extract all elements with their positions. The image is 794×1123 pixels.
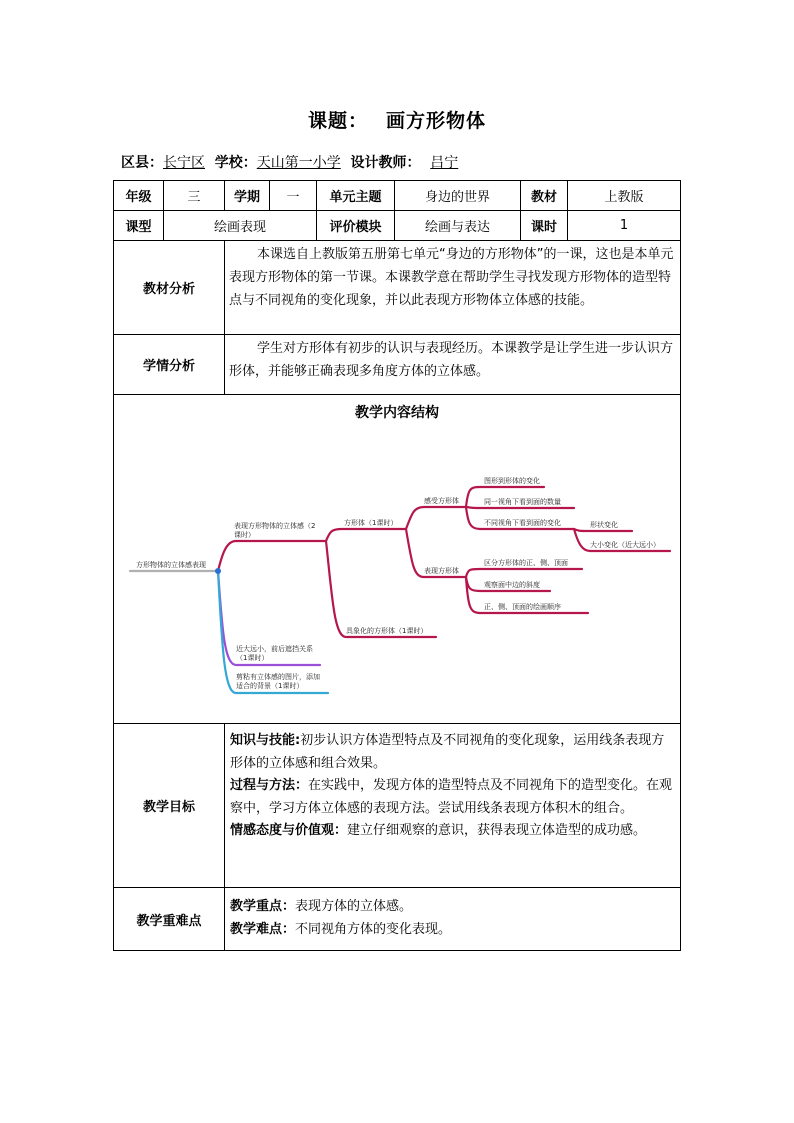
- teacher-label: 设计教师：: [350, 155, 421, 171]
- root-node: 方形物体的立体感表现: [136, 561, 206, 569]
- goals-row: [114, 724, 681, 888]
- textbook-value: 上教版: [568, 181, 681, 211]
- goals-label: 教学目标: [114, 724, 225, 888]
- node-express-1: 区分方形体的正、侧、顶面: [484, 559, 568, 567]
- mind-map: [114, 395, 680, 723]
- node-express-2: 观察面中边的斜度: [484, 581, 540, 589]
- goal-process-key: 过程与方法：: [230, 778, 309, 793]
- district-value: 长宁区: [163, 155, 205, 171]
- structure-cell: [114, 395, 681, 724]
- student-text: 学生对方形体有初步的认识与表现经历。本课教学是让学生进一步认识方形体，并能够正确表现多角度方体的立体感。: [225, 335, 681, 395]
- term-label: 学期: [225, 181, 270, 211]
- node-express-3: 正、侧、顶面的绘画顺序: [484, 603, 561, 611]
- keypoint-difficulty: [230, 919, 676, 942]
- keypoints-row: [114, 888, 681, 951]
- node-collage-1: 剪粘有立体感的图片，添加: [236, 673, 320, 681]
- page-title: [0, 106, 794, 133]
- goal-attitude-key: 情感态度与价值观：: [230, 823, 348, 838]
- module-value: 绘画与表达: [395, 211, 521, 241]
- node-feel: 感受方形体: [424, 497, 459, 505]
- material-row: [114, 241, 681, 335]
- grade-value: 三: [164, 181, 225, 211]
- type-label: 课型: [114, 211, 164, 241]
- type-value: 绘画表现: [164, 211, 317, 241]
- school-value: 天山第一小学: [256, 155, 341, 171]
- textbook-label: 教材: [521, 181, 568, 211]
- goal-attitude-text: 建立仔细观察的意识，获得表现立体造型的成功感。: [347, 823, 647, 838]
- material-label: 教材分析: [114, 241, 225, 335]
- branch-concrete-line: [326, 541, 436, 637]
- feel-2-line: [466, 507, 574, 508]
- node-feel-3: 不同视角下看到面的变化: [484, 519, 561, 527]
- node-near-1: 近大远小，前后遮挡关系: [236, 645, 313, 653]
- info-row-2: [114, 211, 681, 241]
- goal-process-text: 在实践中，发现方体的造型特点及不同视角下的造型变化。在观察中，学习方体立体感的表现方法。尝试用线条表现方体积木的组合。: [230, 778, 673, 816]
- goal-knowledge-text: 初步认识方体造型特点及不同视角的变化现象，运用线条表现方形体的立体感和组合效果。: [230, 733, 665, 771]
- goal-knowledge-key: 知识与技能:: [230, 733, 301, 748]
- keypoint-focus-key: 教学重点：: [230, 899, 296, 914]
- student-label: 学情分析: [114, 335, 225, 395]
- teacher-value: 吕宁: [430, 155, 459, 171]
- keypoints-label: 教学重难点: [114, 888, 225, 951]
- node-cube: 方形体（1课时）: [344, 519, 398, 527]
- grade-label: 年级: [114, 181, 164, 211]
- node-concrete: 具象化的方形体（1课时）: [346, 627, 428, 635]
- node-near-2: （1课时）: [236, 654, 269, 662]
- district-label: 区县：: [121, 155, 163, 171]
- goal-attitude: [230, 820, 676, 843]
- branch-main-line: [218, 541, 326, 571]
- keypoints-text: [225, 888, 681, 951]
- material-text: 本课选自上教版第五册第七单元“身边的方形物体”的一课，这也是本单元表现方形物体的第一节课。本课教学意在帮助学生寻找发现方形物体的造型特点与不同视角的变化现象，并以此表现方形物体立体感的技能。: [225, 241, 681, 335]
- goal-knowledge: [230, 730, 676, 775]
- express-1-line: [466, 569, 582, 577]
- student-row: [114, 335, 681, 395]
- module-label: 评价模块: [317, 211, 395, 241]
- node-feel-1: 图形到形体的变化: [484, 477, 540, 485]
- school-label: 学校：: [214, 155, 257, 171]
- keypoint-focus-text: 表现方体的立体感。: [295, 899, 413, 914]
- branch-cube-line: [326, 529, 406, 541]
- node-main-2: 课时）: [234, 531, 255, 539]
- term-value: 一: [270, 181, 317, 211]
- hours-value: 1: [568, 211, 681, 241]
- branch-feel-line: [406, 507, 466, 529]
- node-shape: 形状变化: [590, 521, 618, 529]
- unit-label: 单元主题: [317, 181, 395, 211]
- node-main-1: 表现方形物体的立体感（2: [234, 522, 316, 530]
- node-collage-2: 适合的背景（1课时）: [236, 682, 304, 690]
- shape-change-line: [574, 529, 632, 531]
- keypoint-focus: [230, 896, 676, 919]
- info-row-1: [114, 181, 681, 211]
- keypoint-difficulty-key: 教学难点：: [230, 921, 296, 937]
- goal-process: [230, 775, 676, 820]
- hours-label: 课时: [521, 211, 568, 241]
- title-label: 课题：: [307, 110, 368, 132]
- lesson-plan-table: [113, 180, 681, 951]
- structure-title: 教学内容结构: [355, 405, 439, 421]
- meta-line: [121, 152, 458, 172]
- node-feel-2: 同一视角下看到面的数量: [484, 498, 561, 506]
- node-size: 大小变化（近大远小）: [590, 541, 660, 549]
- root-node-dot: [215, 568, 221, 574]
- goals-text: [225, 724, 681, 888]
- keypoint-difficulty-text: 不同视角方体的变化表现。: [295, 921, 452, 937]
- structure-row: [114, 395, 681, 724]
- unit-value: 身边的世界: [395, 181, 521, 211]
- title-value: 画方形物体: [386, 110, 487, 132]
- node-express: 表现方形体: [424, 567, 459, 575]
